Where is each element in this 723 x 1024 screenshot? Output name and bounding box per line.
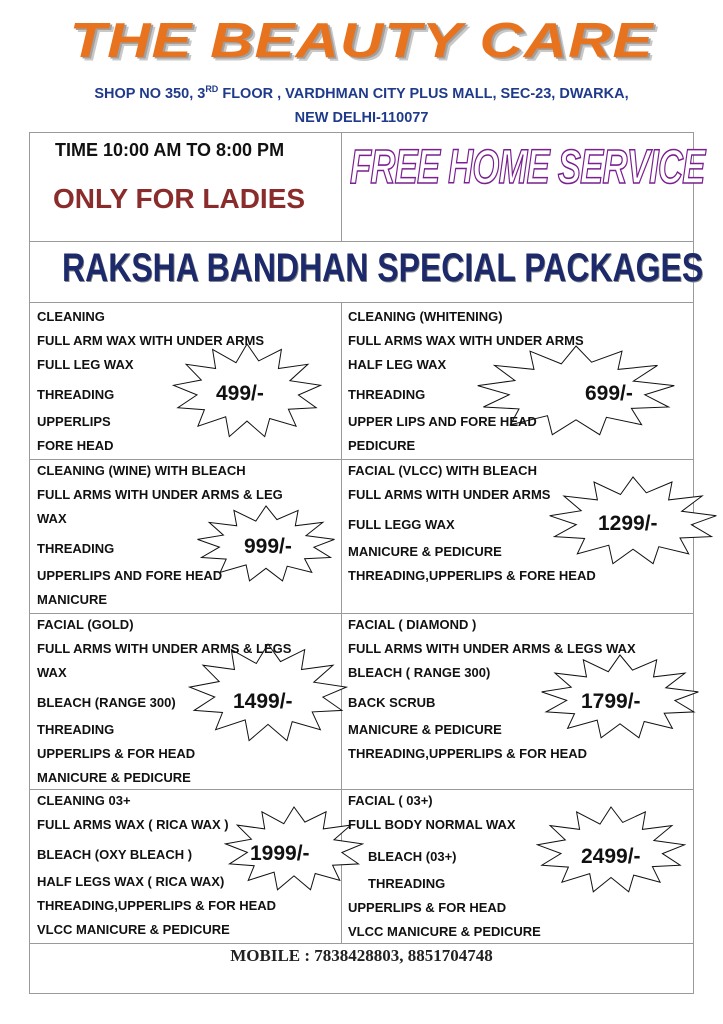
- package-item: BLEACH ( RANGE 300): [348, 665, 491, 680]
- ladies-only-note: ONLY FOR LADIES: [53, 183, 306, 214]
- package-item: THREADING,UPPERLIPS & FOR HEAD: [348, 746, 588, 761]
- package-item: FULL LEGG WAX: [348, 517, 455, 532]
- package-item: UPPERLIPS AND FORE HEAD: [37, 568, 223, 583]
- divider: [29, 302, 694, 303]
- package-item: CLEANING (WHITENING): [348, 309, 503, 324]
- package-item: FORE HEAD: [37, 438, 114, 453]
- package-item: MANICURE & PEDICURE: [348, 722, 502, 737]
- package-price: 1799/-: [581, 690, 641, 713]
- package-item: FULL LEG WAX: [37, 357, 134, 372]
- mobile-contact: MOBILE : 7838428803, 8851704748: [230, 946, 493, 965]
- divider: [341, 132, 342, 241]
- package-item: CLEANING 03+: [37, 793, 131, 808]
- package-item: THREADING: [368, 876, 446, 891]
- divider: [29, 241, 694, 242]
- package-item: FULL ARMS WITH UNDER ARMS & LEGS WAX: [348, 641, 636, 656]
- package-item: FACIAL (VLCC) WITH BLEACH: [348, 463, 537, 478]
- package-item: BLEACH (03+): [368, 849, 457, 864]
- package-item: CLEANING: [37, 309, 105, 324]
- divider: [29, 789, 694, 790]
- package-item: BACK SCRUB: [348, 695, 436, 710]
- package-price: 699/-: [585, 382, 633, 405]
- packages-heading: RAKSHA BANDHAN SPECIAL PACKAGES: [62, 246, 704, 290]
- package-item: UPPERLIPS & FOR HEAD: [37, 746, 196, 761]
- package-item: MANICURE & PEDICURE: [348, 544, 502, 559]
- package-price: 499/-: [216, 382, 264, 405]
- package-price: 1499/-: [233, 690, 293, 713]
- package-price: 1299/-: [598, 512, 658, 535]
- package-item: MANICURE & PEDICURE: [37, 770, 191, 785]
- package-item: UPPERLIPS & FOR HEAD: [348, 900, 507, 915]
- divider: [29, 613, 694, 614]
- package-item: HALF LEGS WAX ( RICA WAX): [37, 874, 225, 889]
- package-item: THREADING,UPPERLIPS & FORE HEAD: [348, 568, 596, 583]
- package-item: FULL ARMS WAX WITH UNDER ARMS: [348, 333, 584, 348]
- package-price: 999/-: [244, 535, 292, 558]
- package-price: 2499/-: [581, 845, 641, 868]
- opening-hours: TIME 10:00 AM TO 8:00 PM: [55, 140, 285, 160]
- package-item: FULL ARM WAX WITH UNDER ARMS: [37, 333, 264, 348]
- package-item: FULL ARMS WAX ( RICA WAX ): [37, 817, 229, 832]
- package-item: THREADING: [37, 722, 115, 737]
- package-item: VLCC MANICURE & PEDICURE: [348, 924, 541, 939]
- package-item: UPPERLIPS: [37, 414, 111, 429]
- package-item: WAX: [37, 511, 67, 526]
- free-home-service: FREE HOME SERVICE: [350, 141, 705, 194]
- package-item: FULL BODY NORMAL WAX: [348, 817, 516, 832]
- package-item: UPPER LIPS AND FORE HEAD: [348, 414, 537, 429]
- package-price: 1999/-: [250, 842, 310, 865]
- divider: [29, 943, 694, 944]
- package-item: THREADING: [37, 541, 115, 556]
- package-item: THREADING: [37, 387, 115, 402]
- package-item: HALF LEG WAX: [348, 357, 447, 372]
- package-item: BLEACH (OXY BLEACH ): [37, 847, 193, 862]
- package-item: VLCC MANICURE & PEDICURE: [37, 922, 230, 937]
- package-item: FULL ARMS WITH UNDER ARMS: [348, 487, 551, 502]
- package-item: FULL ARMS WITH UNDER ARMS & LEG: [37, 487, 283, 502]
- package-item: FULL ARMS WITH UNDER ARMS & LEGS: [37, 641, 292, 656]
- package-item: CLEANING (WINE) WITH BLEACH: [37, 463, 246, 478]
- package-item: WAX: [37, 665, 67, 680]
- package-item: THREADING,UPPERLIPS & FOR HEAD: [37, 898, 277, 913]
- address-line-2: NEW DELHI-110077: [294, 110, 429, 126]
- package-item: MANICURE: [37, 592, 108, 607]
- package-item: FACIAL (GOLD): [37, 617, 134, 632]
- package-item: BLEACH (RANGE 300): [37, 695, 176, 710]
- divider: [29, 459, 694, 460]
- package-item: THREADING: [348, 387, 426, 402]
- address-line-1: SHOP NO 350, 3RD FLOOR , VARDHMAN CITY PLUS MALL, SEC-23, DWARKA,: [94, 84, 629, 102]
- shop-title: THE BEAUTY CARE: [69, 12, 654, 68]
- package-item: FACIAL ( DIAMOND ): [348, 617, 477, 632]
- package-item: FACIAL ( 03+): [348, 793, 433, 808]
- package-item: PEDICURE: [348, 438, 416, 453]
